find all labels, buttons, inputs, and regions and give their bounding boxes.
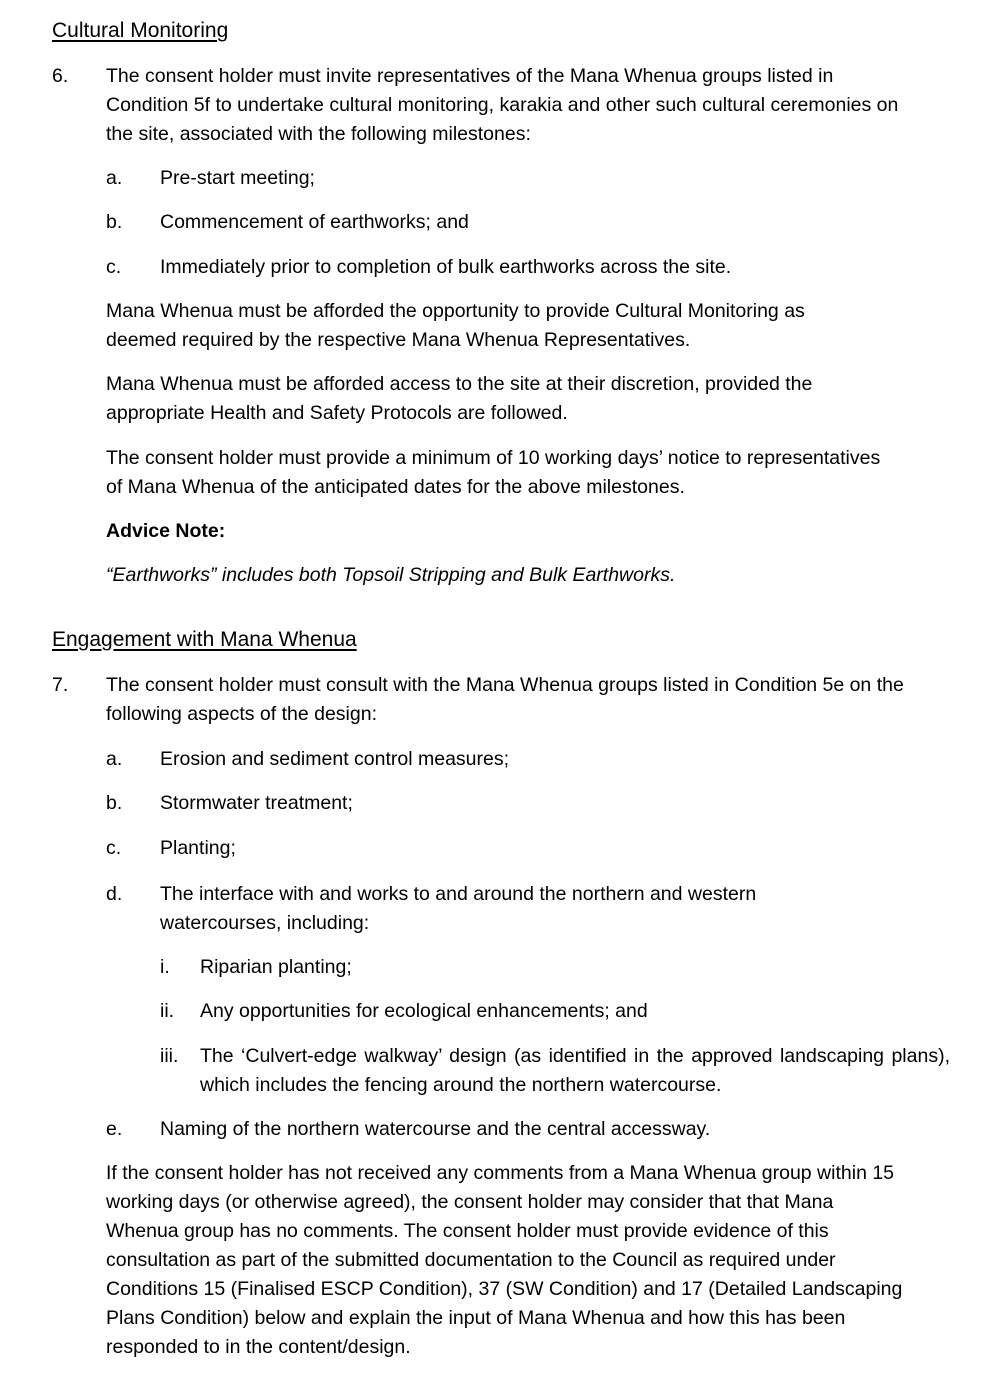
list-item-label: e. (106, 1118, 123, 1140)
list-item-text: Commencement of earthworks; and (160, 211, 469, 233)
list-item-text: Stormwater treatment; (160, 792, 353, 814)
condition-7-intro: The consent holder must consult with the Mana Whenua groups listed in Condition 5e on the following aspects of the design: (106, 674, 904, 725)
advice-note-title: Advice Note: (106, 520, 226, 542)
list-item-text: Immediately prior to completion of bulk earthworks across the site. (160, 256, 732, 278)
list-item-text: The interface with and works to and around the northern and western watercourses, including: (160, 883, 757, 934)
list-item-label: a. (106, 748, 123, 770)
condition-number-7: 7. (52, 674, 69, 696)
list-item-label: b. (106, 792, 123, 814)
list-item-label: c. (106, 837, 122, 859)
advice-note-text: “Earthworks” includes both Topsoil Stripping and Bulk Earthworks. (106, 564, 676, 586)
paragraph-cultural-monitoring: Mana Whenua must be afforded the opportunity to provide Cultural Monitoring as deemed required by the respective Mana Whenua Representatives. (106, 300, 805, 351)
paragraph-consultation-closing: If the consent holder has not received any comments from a Mana Whenua group within 15 working days (or otherwise agreed), the consent holder may consider that that Mana Whenua group has no comments. The consent holder must provide evidence of this consultation as part of the submitted documentation to the Council as required under Conditions 15 (Finalised ESCP Condition), 37 (SW Condition) and 17 (Detailed Landscaping Plans Condition) below and explain the input of Mana Whenua and how this has been responded to in the content/design. (106, 1162, 903, 1358)
list-item-text: Naming of the northern watercourse and the central accessway. (160, 1118, 711, 1140)
section-heading-engagement: Engagement with Mana Whenua (52, 628, 357, 651)
sublist-item-text: The ‘Culvert-edge walkway’ design (as identified in the approved landscaping plans), which includes the fencing around the northern watercourse. (200, 1045, 950, 1096)
condition-6-intro: The consent holder must invite representatives of the Mana Whenua groups listed in Condition 5f to undertake cultural monitoring, karakia and other such cultural ceremonies on the site, associated with the following milestones: (106, 65, 899, 145)
paragraph-notice-period: The consent holder must provide a minimum of 10 working days’ notice to representatives of Mana Whenua of the anticipated dates for the above milestones. (106, 447, 881, 498)
list-item-label: d. (106, 883, 123, 905)
section-heading-cultural-monitoring: Cultural Monitoring (52, 19, 229, 42)
sublist-item-label: iii. (160, 1045, 179, 1067)
paragraph-site-access: Mana Whenua must be afforded access to the site at their discretion, provided the appropriate Health and Safety Protocols are followed. (106, 373, 813, 424)
sublist-item-label: i. (160, 956, 170, 978)
list-item-text: Planting; (160, 837, 236, 859)
list-item-label: b. (106, 211, 123, 233)
list-item-text: Erosion and sediment control measures; (160, 748, 510, 770)
sublist-item-text: Riparian planting; (200, 956, 352, 978)
condition-number-6: 6. (52, 65, 69, 87)
list-item-label: c. (106, 256, 122, 278)
list-item-label: a. (106, 167, 123, 189)
list-item-text: Pre-start meeting; (160, 167, 315, 189)
sublist-item-label: ii. (160, 1000, 175, 1022)
sublist-item-text: Any opportunities for ecological enhancements; and (200, 1000, 648, 1022)
